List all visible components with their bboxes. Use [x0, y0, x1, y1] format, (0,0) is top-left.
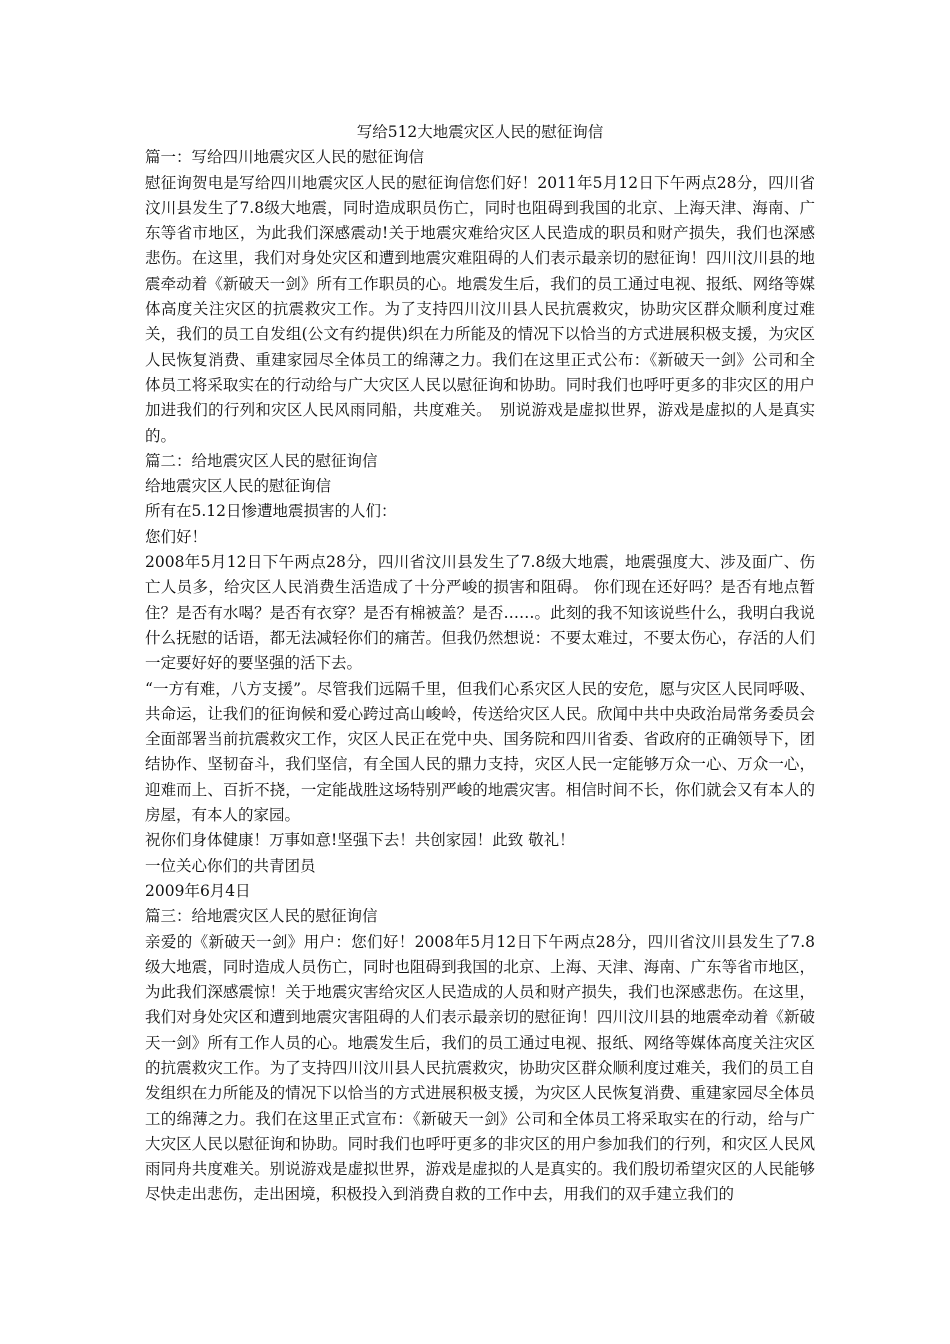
document-title: 写给512大地震灾区人民的慰征询信 — [356, 123, 604, 141]
paragraph: 2008年5月12日下午两点28分，四川省汶川县发生了7.8级大地震，地震强度大、涉及面广、伤亡人员多，给灾区人民消费生活造成了十分严峻的损害和阻碍。 你们现在还好吗？是否有地点暂住？是否有水喝？是否有衣穿？是否有棉被盖？是否……。此刻的我不知该说些什么，我明白我说什么抚慰的话语，都无法减轻你们的痛苦。但我仍然想说：不要太难过，不要太伤心，存活的人们一定要好好的要坚强的活下去。 — [145, 553, 815, 673]
letter-title: 给地震灾区人民的慰征询信 — [145, 477, 332, 496]
paragraph: 亲爱的《新破天一剑》用户：您们好！2008年5月12日下午两点28分，四川省汶川县发生了7.8级大地震，同时造成人员伤亡，同时也阻碍到我国的北京、上海、天津、海南、广东等省市地区，为此我们深感震惊！关于地震灾害给灾区人民造成的人员和财产损失，我们也深感悲伤。在这里，我们对身处灾区和遭到地震灾害阻碍的人们表示最亲切的慰征询！四川汶川县的地震牵动着《新破天一剑》所有工作人员的心。地震发生后，我们的员工通过电视、报纸、网络等媒体高度关注灾区的抗震救灾工作。为了支持四川汶川县人民抗震救灾，协助灾区群众顺利度过难关，我们的员工自发组织在力所能及的情况下以恰当的方式进展积极支援，为灾区人民恢复消费、重建家园尽全体员工的绵薄之力。我们在这里正式宣布：《新破天一剑》公司和全体员工将采取实在的行动，给与广大灾区人民以慰征询和协助。同时我们也呼吁更多的非灾区的用户参加我们的行列，和灾区人民风雨同舟共度难关。别说游戏是虚拟世界，游戏是虚拟的人是真实的。我们殷切希望灾区的人民能够尽快走出悲伤，走出困境，积极投入到消费自救的工作中去，用我们的双手建立我们的 — [145, 932, 815, 1204]
section-heading-2: 篇二：给地震灾区人民的慰征询信 — [145, 451, 378, 470]
section-heading-1: 篇一：写给四川地震灾区人民的慰征询信 — [145, 148, 425, 167]
section-heading-3: 篇三：给地震灾区人民的慰征询信 — [145, 907, 378, 926]
letter-salutation: 所有在5.12日惨遭地震损害的人们： — [145, 502, 397, 521]
paragraph: 慰征询贺电是写给四川地震灾区人民的慰征询信您们好！2011年5月12日下午两点28分，四川省汶川县发生了7.8级大地震，同时造成职员伤亡，同时也阻碍到我国的北京、上海天津、海南、广东等省市地区，为此我们深感震动!关于地震灾难给灾区人民造成的职员和财产损失，我们也深感悲伤。在这里，我们对身处灾区和遭到地震灾难阻碍的人们表示最亲切的慰征询！四川汶川县的地震牵动着《新破天一剑》所有工作职员的心。地震发生后，我们的员工通过电视、报纸、网络等媒体高度关注灾区的抗震救灾工作。为了支持四川汶川县人民抗震救灾，协助灾区群众顺利度过难关，我们的员工自发组(公文有约提供)织在力所能及的情况下以恰当的方式进展积极支援，为灾区人民恢复消费、重建家园尽全体员工的绵薄之力。我们在这里正式公布：《新破天一剑》公司和全体员工将采取实在的行动给与广大灾区人民以慰征询和协助。同时我们也呼吁更多的非灾区的用户加进我们的行列和灾区人民风雨同船，共度难关。 别说游戏是虚拟世界，游戏是虚拟的人是真实的。 — [145, 173, 815, 445]
letter-date: 2009年6月4日 — [145, 881, 251, 900]
letter-signature: 一位关心你们的共青团员 — [145, 856, 316, 875]
letter-closing: 祝你们身体健康！万事如意!坚强下去！共创家园！此致 敬礼！ — [145, 831, 575, 850]
letter-greeting: 您们好！ — [145, 527, 208, 546]
document-body — [145, 120, 815, 1208]
paragraph: “一方有难，八方支援”。尽管我们远隔千里，但我们心系灾区人民的安危，愿与灾区人民同呼吸、共命运，让我们的征询候和爱心跨过高山峻岭，传送给灾区人民。欣闻中共中央政治局常务委员会全面部署当前抗震救灾工作，灾区人民正在党中央、国务院和四川省委、省政府的正确领导下，团结协作、坚韧奋斗，我们坚信，有全国人民的鼎力支持，灾区人民一定能够万众一心、万众一心，迎难而上、百折不挠，一定能战胜这场特别严峻的地震灾害。相信时间不长，你们就会又有本人的房屋，有本人的家园。 — [145, 679, 815, 825]
